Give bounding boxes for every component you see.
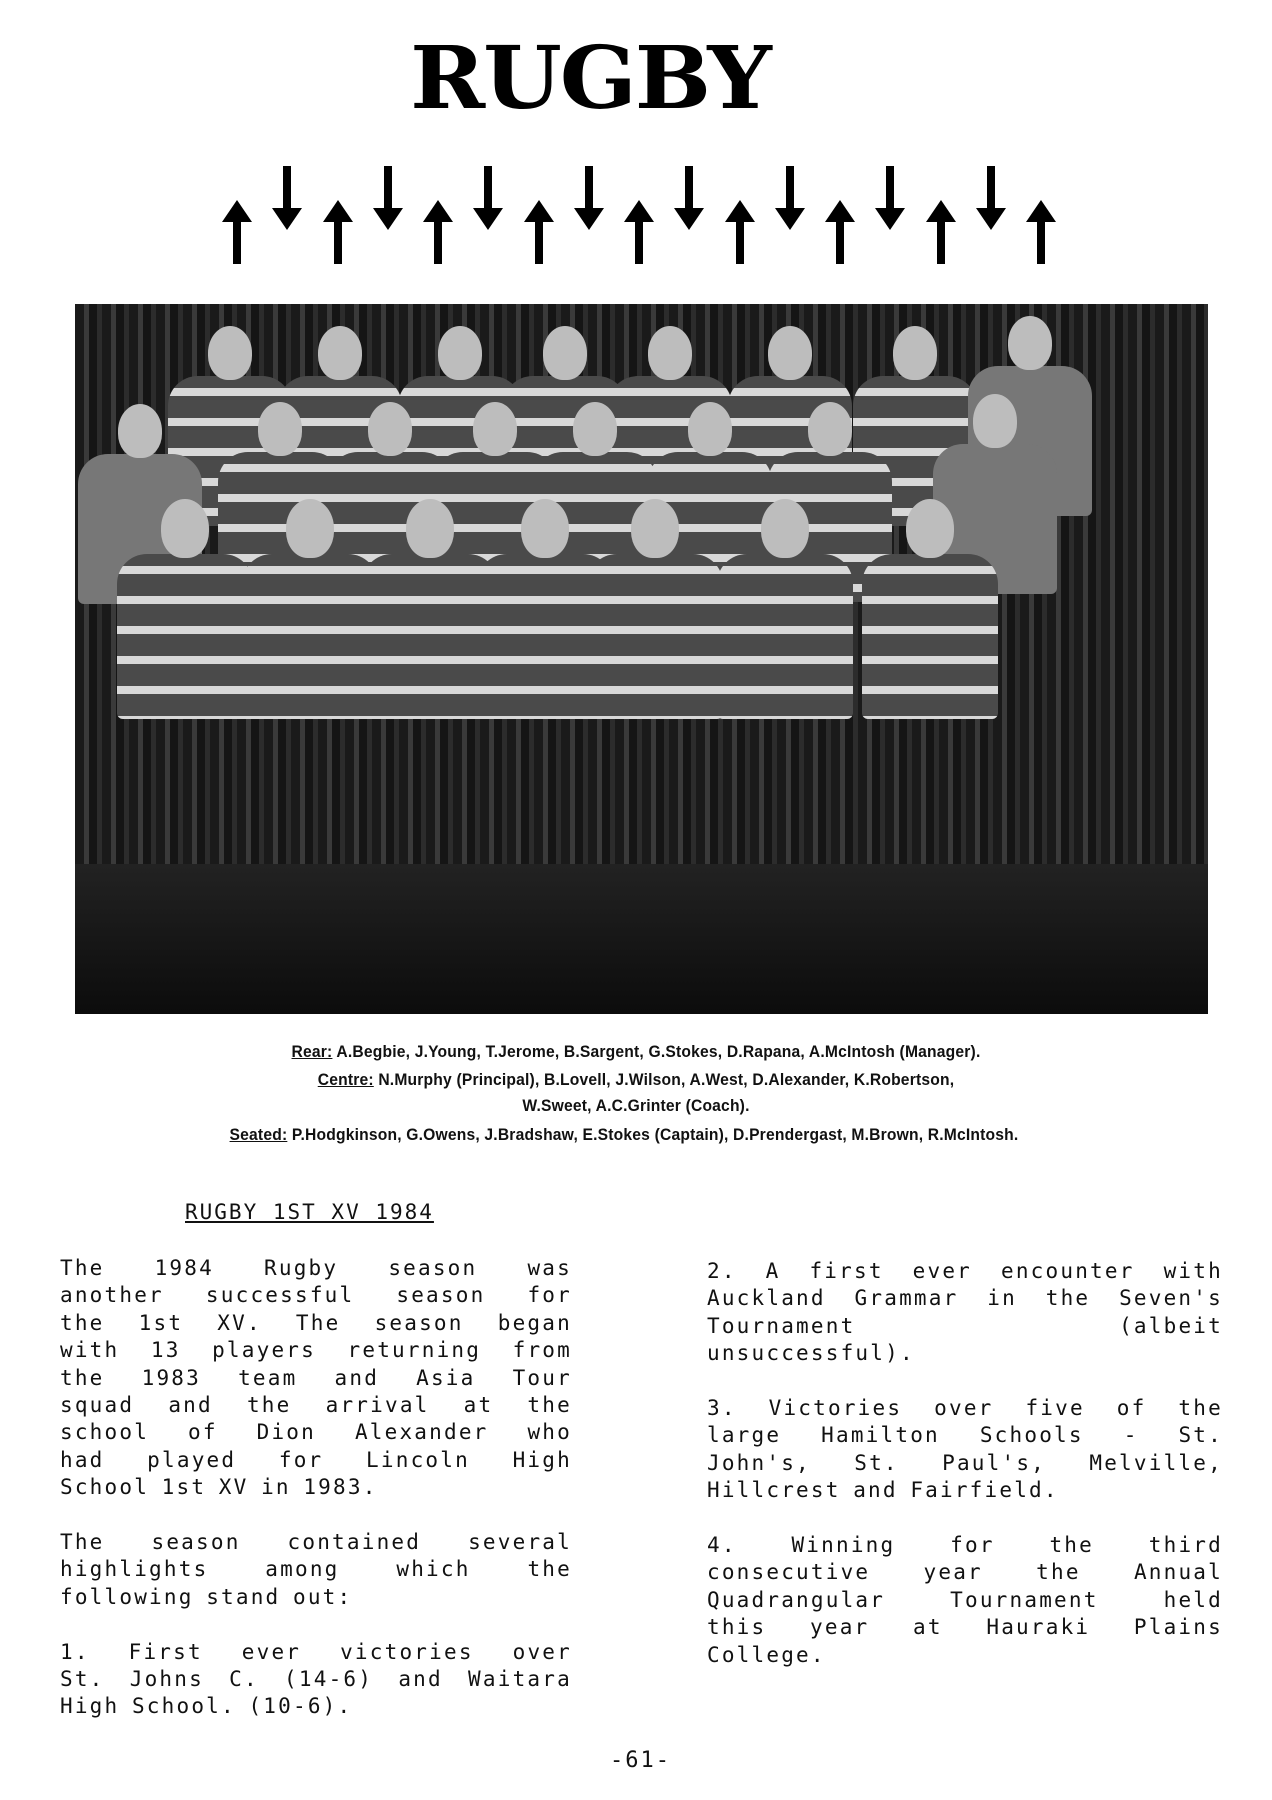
player-body xyxy=(862,554,998,719)
article-line: following stand out: xyxy=(60,1584,353,1609)
player-head xyxy=(688,402,732,456)
article-heading: RUGBY 1ST XV 1984 xyxy=(185,1200,434,1224)
paragraph-gap xyxy=(60,1502,572,1529)
player-head xyxy=(543,326,587,380)
player-head xyxy=(761,499,809,558)
arrow-down-icon xyxy=(473,166,503,266)
article-line: highlights among which the xyxy=(60,1557,572,1582)
caption-seated xyxy=(39,1125,1209,1145)
player-head xyxy=(893,326,937,380)
article-line: Tournament (albeit xyxy=(707,1313,1223,1338)
arrow-up-icon xyxy=(222,166,252,266)
caption-rear xyxy=(51,1042,1221,1062)
page-title: RUGBY xyxy=(410,28,770,129)
player-head xyxy=(258,402,302,456)
page-number: -61- xyxy=(610,1748,671,1773)
article-line: St. Johns C. (14-6) and Waitara xyxy=(60,1667,572,1692)
caption-centre-label: Centre: xyxy=(317,1070,374,1089)
player-head xyxy=(631,499,679,558)
article-line: the 1983 team and Asia Tour xyxy=(60,1365,572,1390)
article-line: this year at Hauraki Plains xyxy=(707,1615,1223,1640)
article-line: 1. First ever victories over xyxy=(60,1639,572,1664)
caption-rear-names: A.Begbie, J.Young, T.Jerome, B.Sargent, G.Stokes, D.Rapana, A.McIntosh (Manager). xyxy=(336,1042,981,1061)
caption-centre-names: N.Murphy (Principal), B.Lovell, J.Wilson, A.West, D.Alexander, K.Robertson, xyxy=(378,1070,955,1089)
paragraph-gap xyxy=(707,1368,1223,1395)
article-line: College. xyxy=(707,1642,826,1667)
paragraph-gap xyxy=(60,1611,572,1638)
player-body xyxy=(117,554,253,719)
article-line: Auckland Grammar in the Seven's xyxy=(707,1286,1223,1311)
player-head xyxy=(406,499,454,558)
player-head xyxy=(118,404,162,458)
player-head xyxy=(438,326,482,380)
photo-floor xyxy=(75,864,1208,1014)
player-body xyxy=(587,554,723,719)
article-line: another successful season for xyxy=(60,1283,572,1308)
article-line: Quadrangular Tournament held xyxy=(707,1587,1223,1612)
article-right-column xyxy=(707,1258,1223,1669)
article-line: squad and the arrival at the xyxy=(60,1393,572,1418)
player-head xyxy=(648,326,692,380)
article-line: the 1st XV. The season began xyxy=(60,1310,572,1335)
article-line: 2. A first ever encounter with xyxy=(707,1259,1223,1283)
player-head xyxy=(808,402,852,456)
arrow-down-icon xyxy=(674,166,704,266)
player-head xyxy=(973,394,1017,448)
article-line: school of Dion Alexander who xyxy=(60,1420,572,1445)
arrow-down-icon xyxy=(976,166,1006,266)
player-head xyxy=(161,499,209,558)
player-head xyxy=(368,402,412,456)
arrow-decoration-row xyxy=(222,166,1056,266)
caption-seated-names: P.Hodgkinson, G.Owens, J.Bradshaw, E.Stokes (Captain), D.Prendergast, M.Brown, R.McIntosh. xyxy=(291,1125,1019,1144)
player-head xyxy=(208,326,252,380)
caption-rear-label: Rear: xyxy=(291,1042,333,1061)
paragraph-gap xyxy=(707,1505,1223,1532)
arrow-up-icon xyxy=(423,166,453,266)
arrow-up-icon xyxy=(624,166,654,266)
arrow-down-icon xyxy=(875,166,905,266)
article-line: The 1984 Rugby season was xyxy=(60,1256,572,1280)
article-left-column xyxy=(60,1255,572,1721)
article-line: large Hamilton Schools - St. xyxy=(707,1423,1223,1448)
arrow-up-icon xyxy=(725,166,755,266)
player-head xyxy=(286,499,334,558)
caption-centre xyxy=(51,1070,1221,1090)
player-head xyxy=(768,326,812,380)
article-line: with 13 players returning from xyxy=(60,1338,572,1363)
arrow-down-icon xyxy=(373,166,403,266)
arrow-down-icon xyxy=(574,166,604,266)
team-photo xyxy=(75,304,1208,1014)
article-line: had played for Lincoln High xyxy=(60,1447,572,1472)
article-line: School 1st XV in 1983. xyxy=(60,1475,378,1500)
arrow-down-icon xyxy=(775,166,805,266)
article-line: consecutive year the Annual xyxy=(707,1560,1223,1585)
article-line: High School. (10-6). xyxy=(60,1694,353,1719)
arrow-up-icon xyxy=(825,166,855,266)
player-body xyxy=(242,554,378,719)
arrow-up-icon xyxy=(926,166,956,266)
player-body xyxy=(717,554,853,719)
player-head xyxy=(473,402,517,456)
article-line: unsuccessful). xyxy=(707,1341,915,1366)
caption-seated-label: Seated: xyxy=(229,1125,288,1144)
arrow-down-icon xyxy=(272,166,302,266)
player-head xyxy=(521,499,569,558)
player-head xyxy=(318,326,362,380)
arrow-up-icon xyxy=(1026,166,1056,266)
article-line: John's, St. Paul's, Melville, xyxy=(707,1450,1223,1475)
article-line: 4. Winning for the third xyxy=(707,1533,1223,1558)
arrow-up-icon xyxy=(323,166,353,266)
article-line: The season contained several xyxy=(60,1530,572,1555)
caption-centre-cont: W.Sweet, A.C.Grinter (Coach). xyxy=(522,1096,750,1115)
arrow-up-icon xyxy=(524,166,554,266)
player-head xyxy=(906,499,954,558)
article-line: Hillcrest and Fairfield. xyxy=(707,1478,1059,1503)
article-line: 3. Victories over five of the xyxy=(707,1396,1223,1421)
player-head xyxy=(573,402,617,456)
player-head xyxy=(1008,316,1052,370)
